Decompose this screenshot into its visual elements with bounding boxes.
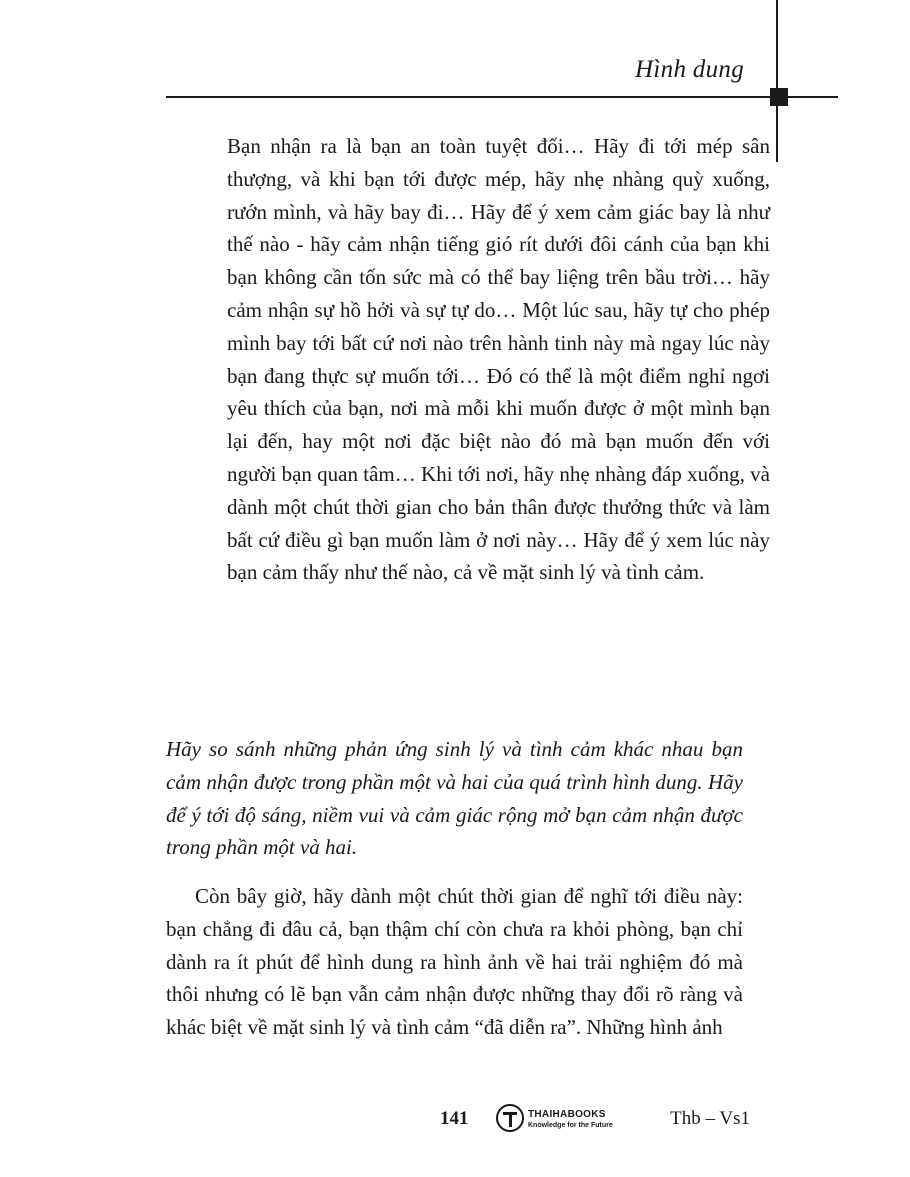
publisher-name: THAIHABOOKS [528, 1109, 606, 1120]
crop-mark-vertical [776, 0, 778, 162]
body-paragraph-italic: Hãy so sánh những phản ứng sinh lý và tình cảm khác nhau bạn cảm nhận được trong phần một và hai của quá trình hình dung. Hãy để ý tới độ sáng, niềm vui và cảm giác rộng mở bạn cảm nhận được trong phần một và hai. [166, 737, 743, 860]
body-paragraph: Còn bây giờ, hãy dành một chút thời gian để nghĩ tới điều này: bạn chẳng đi đâu cả, bạn thậm chí còn chưa ra khỏi phòng, bạn chỉ dành ra ít phút để hình dung ra hình ảnh về hai trải nghiệm đó mà thôi nhưng có lẽ bạn vẫn cảm nhận được những thay đổi rõ ràng và khác biệt về mặt sinh lý và tình cảm “đã diễn ra”. Những hình ảnh [166, 884, 743, 1040]
edition-code: Thb – Vs1 [670, 1108, 750, 1129]
header-rule [166, 96, 838, 98]
crop-mark-square [770, 88, 788, 106]
publisher-logo-icon [496, 1104, 524, 1132]
publisher-tagline: Knowledge for the Future [528, 1122, 613, 1129]
body-paragraph-indented: Bạn nhận ra là bạn an toàn tuyệt đối… Hãy đi tới mép sân thượng, và khi bạn tới được mép, hãy nhẹ nhàng quỳ xuống, rướn mình, và hãy bay đi… Hãy để ý xem cảm giác bay là như thế nào - hãy cảm nhận tiếng gió rít dưới đôi cánh của bạn khi bạn không cần tốn sức mà có thể bay liệng trên bầu trời… hãy cảm nhận sự hồ hởi và sự tự do… Một lúc sau, hãy tự cho phép mình bay tới bất cứ nơi nào trên hành tinh này mà ngay lúc này bạn đang thực sự muốn tới… Đó có thể là một điểm nghỉ ngơi yêu thích của bạn, nơi mà mỗi khi muốn được ở một mình bạn lại đến, hay một nơi đặc biệt nào đó mà bạn muốn đến với người bạn quan tâm… Khi tới nơi, hãy nhẹ nhàng đáp xuống, và dành một chút thời gian cho bản thân được thưởng thức và làm bất cứ điều gì bạn muốn làm ở nơi này… Hãy để ý xem lúc này bạn cảm thấy như thế nào, cả về mặt sinh lý và tình cảm. [227, 134, 770, 585]
running-title: Hình dung [635, 56, 744, 83]
page-number: 141 [440, 1108, 469, 1129]
publisher-logo [496, 1104, 618, 1136]
